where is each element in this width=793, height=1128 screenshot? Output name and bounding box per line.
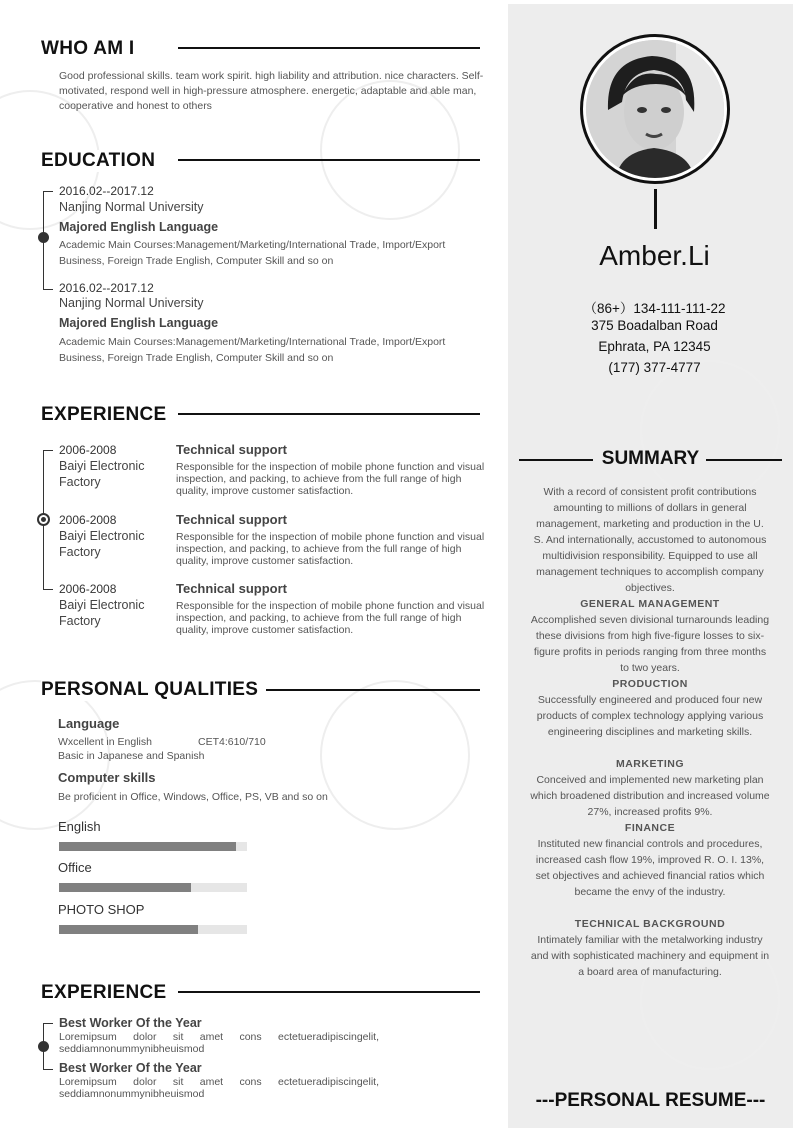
watermark-circle	[320, 680, 470, 830]
skill-bar	[59, 925, 247, 934]
profile-phone-alt: (177) 377-4777	[608, 360, 701, 375]
award-icon	[38, 1041, 49, 1052]
avatar	[586, 40, 724, 178]
computer-heading: Computer skills	[58, 770, 156, 785]
experience-role: Technical support	[176, 442, 287, 457]
profile-address-line1: 375 Boadalban Road	[591, 318, 718, 333]
summary-section-text: Conceived and implemented new marketing plan which broadened distribution and increased volume 27%, increased profits 9%.	[530, 774, 770, 818]
experience-company: Baiyi Electronic Factory	[59, 529, 145, 559]
language-other: Basic in Japanese and Spanish	[58, 750, 205, 762]
footer-title: ---PERSONAL RESUME---	[535, 1090, 766, 1111]
computer-text: Be proficient in Office, Windows, Office, PS, VB and so on	[58, 791, 328, 803]
avatar-stem	[654, 189, 657, 229]
experience-date: 2006-2008	[59, 513, 117, 527]
education-major: Majored English Language	[59, 316, 219, 330]
qualities-title: PERSONAL QUALITIES	[41, 679, 259, 700]
experience-date: 2006-2008	[59, 582, 117, 596]
summary-section-text: Intimately familiar with the metalworking industry and with sophisticated machinery and equipment in a board area of manufacturing.	[530, 934, 770, 978]
language-cet4: CET4:610/710	[198, 736, 266, 748]
education-divider	[178, 159, 480, 161]
profile-name: Amber.Li	[599, 240, 710, 271]
summary-section-text: Accomplished seven divisional turnarounds leading these divisions from high five-figure losses to six-figure profits in periods ranging from three months to two years.	[530, 614, 770, 674]
summary-section-head: TECHNICAL BACKGROUND	[574, 918, 726, 930]
summary-section-text: Instituted new financial controls and procedures, increased cash flow 19%, improved R. O. I. 13%, set objectives and achieved financial ratios which became the envy of the industry.	[535, 838, 765, 898]
experience-divider	[178, 413, 480, 415]
briefcase-icon	[37, 513, 50, 526]
summary-title: SUMMARY	[601, 448, 700, 469]
education-date: 2016.02--2017.12	[59, 184, 154, 198]
who-divider	[178, 47, 480, 49]
skill-label: Office	[58, 860, 92, 875]
experience-company: Baiyi Electronic Factory	[59, 459, 145, 489]
experience-company: Baiyi Electronic Factory	[59, 598, 145, 628]
skill-bar	[59, 842, 247, 851]
experience-date: 2006-2008	[59, 443, 117, 457]
education-school: Nanjing Normal University	[59, 296, 204, 310]
summary-section-head: GENERAL MANAGEMENT	[580, 598, 720, 610]
who-title: WHO AM I	[41, 38, 143, 60]
awards-divider	[178, 991, 480, 993]
profile-phone: （86+）134-111-111-22	[583, 301, 726, 316]
education-school: Nanjing Normal University	[59, 200, 204, 214]
who-text: Good professional skills. team work spirit. high liability and attribution. nice characters. Self-motivated, respond well in high-pressure atmosphere. energetic, adaptable and able man, cooperative and honest to others	[59, 70, 484, 112]
awards-title: EXPERIENCE	[41, 982, 174, 1004]
experience-desc: Responsible for the inspection of mobile phone function and visual inspection, and packing, to achieve from the full range of high quality, improve customer satisfaction.	[176, 531, 485, 567]
education-courses: Academic Main Courses:Management/Marketing/International Trade, Import/Export Business, Foreign Trade English, Computer Skill and so on	[59, 336, 446, 364]
timeline-tick	[43, 450, 53, 451]
profile-address-line2: Ephrata, PA 12345	[598, 339, 711, 354]
education-title: EDUCATION	[41, 150, 163, 172]
education-courses: Academic Main Courses:Management/Marketing/International Trade, Import/Export Business, Foreign Trade English, Computer Skill and so on	[59, 239, 446, 267]
experience-role: Technical support	[176, 581, 287, 596]
language-english: Wxcellent in English	[58, 736, 152, 748]
experience-desc: Responsible for the inspection of mobile phone function and visual inspection, and packing, to achieve from the full range of high quality, improve customer satisfaction.	[176, 600, 485, 636]
summary-section-head: FINANCE	[624, 822, 676, 834]
award-desc: Loremipsum dolor sit amet cons ectetueradipiscingelit, seddiamnonummynibheuismod	[59, 1031, 379, 1055]
timeline-tick	[43, 589, 53, 590]
skill-label: PHOTO SHOP	[58, 902, 145, 917]
qualities-divider	[266, 689, 480, 691]
summary-intro: With a record of consistent profit contributions amounting to millions of dollars in general management, marketing and production in the U. S. And internationally, accustomed to autonomous multidivision responsibility. Equipped to use all management techniques to accomplish company objectives.	[533, 486, 767, 594]
skill-bar-fill	[59, 842, 236, 851]
graduation-cap-icon	[38, 232, 49, 243]
skill-bar	[59, 883, 247, 892]
experience-desc: Responsible for the inspection of mobile phone function and visual inspection, and packing, to achieve from the full range of high quality, improve customer satisfaction.	[176, 461, 485, 497]
award-desc: Loremipsum dolor sit amet cons ectetueradipiscingelit, seddiamnonummynibheuismod	[59, 1076, 379, 1100]
timeline-tick	[43, 289, 53, 290]
experience-title: EXPERIENCE	[41, 404, 174, 426]
watermark-circle	[640, 360, 780, 500]
experience-role: Technical support	[176, 512, 287, 527]
skill-bar-fill	[59, 883, 191, 892]
education-date: 2016.02--2017.12	[59, 281, 154, 295]
education-major: Majored English Language	[59, 220, 219, 234]
timeline-tick	[43, 1069, 53, 1070]
timeline-tick	[43, 191, 53, 192]
skill-bar-fill	[59, 925, 198, 934]
award-title: Best Worker Of the Year	[59, 1016, 202, 1030]
avatar-photo-icon	[586, 40, 724, 178]
summary-section-text: Successfully engineered and produced four new products of complex technology applying various engineering disciplines and marketing skills.	[536, 694, 764, 738]
summary-section-head: MARKETING	[615, 758, 685, 770]
summary-section-head: PRODUCTION	[612, 678, 688, 690]
skill-label: English	[58, 819, 101, 834]
award-title: Best Worker Of the Year	[59, 1061, 202, 1075]
timeline-tick	[43, 1023, 53, 1024]
language-heading: Language	[58, 716, 120, 731]
